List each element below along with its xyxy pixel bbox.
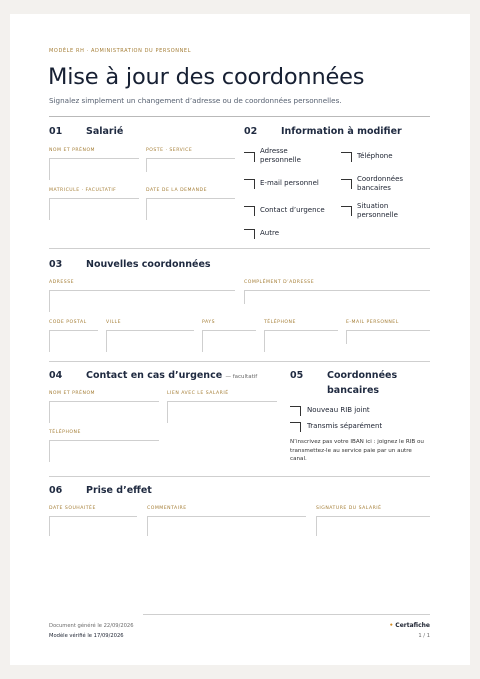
request-date-label: DATE DE LA DEMANDE <box>146 188 207 193</box>
phone-checkbox[interactable] <box>341 152 352 162</box>
relationship-field[interactable] <box>167 401 277 423</box>
other-checkbox[interactable] <box>244 229 255 239</box>
desired-date-field[interactable] <box>49 516 137 536</box>
comment-label: COMMENTAIRE <box>147 506 187 511</box>
footer-divider <box>143 614 430 615</box>
sent-separately-checkbox[interactable] <box>290 422 301 432</box>
optional-note: — facultatif <box>225 374 258 380</box>
position-label: POSTE · SERVICE <box>146 148 193 153</box>
section-3-number: 03 <box>49 259 63 270</box>
phone-field[interactable] <box>264 330 338 352</box>
emergency-name-field[interactable] <box>49 401 159 423</box>
address-option-label: Adresse personnelle <box>260 147 301 164</box>
personal-situation-checkbox[interactable] <box>341 206 352 216</box>
personal-email-field[interactable] <box>346 330 430 344</box>
position-field[interactable] <box>146 158 235 172</box>
country-field[interactable] <box>202 330 256 352</box>
section-1-number: 01 <box>49 126 63 137</box>
section-5-number: 05 <box>290 370 304 381</box>
country-label: PAYS <box>202 320 215 325</box>
section-1-title: Salarié <box>86 126 124 137</box>
desired-date-label: DATE SOUHAITÉE <box>49 506 96 511</box>
emergency-phone-label: TÉLÉPHONE <box>49 430 81 435</box>
section-2-number: 02 <box>244 126 258 137</box>
emergency-contact-option-label: Contact d’urgence <box>260 206 325 214</box>
section-5-title-line-2: bancaires <box>327 385 380 396</box>
section-2-title: Information à modifier <box>281 126 402 137</box>
page-title: Mise à jour des coordonnées <box>48 64 365 90</box>
document-sheet <box>10 14 470 665</box>
request-date-field[interactable] <box>146 198 235 220</box>
name-label: NOM ET PRÉNOM <box>49 148 96 153</box>
phone-label: TÉLÉPHONE <box>264 320 296 325</box>
employee-id-field[interactable] <box>49 198 139 220</box>
signature-label: SIGNATURE DU SALARIÉ <box>316 506 382 511</box>
address-complement-label: COMPLÉMENT D’ADRESSE <box>244 280 315 285</box>
employee-id-label: MATRICULE · FACULTATIF <box>49 188 117 193</box>
iban-notice: N’inscrivez pas votre IBAN ici : joignez le RIB ou transmettez-le au service paie par un autre canal. <box>290 439 424 462</box>
section-6-number: 06 <box>49 485 63 496</box>
section-4-number: 04 <box>49 370 63 381</box>
verified-date: Modèle vérifié le 17/09/2026 <box>49 633 124 639</box>
comment-field[interactable] <box>147 516 306 536</box>
section-5-title-line-1: Coordonnées <box>327 370 398 381</box>
address-complement-field[interactable] <box>244 290 430 304</box>
relationship-label: LIEN AVEC LE SALARIÉ <box>167 391 229 396</box>
address-label: ADRESSE <box>49 280 75 285</box>
section-3-title: Nouvelles coordonnées <box>86 259 211 270</box>
postal-code-field[interactable] <box>49 330 98 352</box>
signature-field[interactable] <box>316 516 430 536</box>
emergency-name-label: NOM ET PRÉNOM <box>49 391 96 396</box>
header-divider <box>49 116 430 117</box>
section-divider <box>49 361 430 362</box>
page-number: 1 / 1 <box>418 633 430 639</box>
section-4-title-text: Contact en cas d’urgence <box>86 370 223 381</box>
rib-attached-checkbox[interactable] <box>290 406 301 416</box>
section-divider <box>49 248 430 249</box>
rib-attached-label: Nouveau RIB joint <box>307 406 370 414</box>
postal-code-label: CODE POSTAL <box>49 320 87 325</box>
phone-option-label: Téléphone <box>357 152 393 160</box>
city-field[interactable] <box>106 330 194 352</box>
personal-email-label: E-MAIL PERSONNEL <box>346 320 399 325</box>
brand-logo: • Certafiche <box>389 622 430 629</box>
emergency-phone-field[interactable] <box>49 440 159 462</box>
address-field[interactable] <box>49 290 235 312</box>
other-option-label: Autre <box>260 229 280 237</box>
name-field[interactable] <box>49 158 139 180</box>
address-checkbox[interactable] <box>244 152 255 162</box>
email-option-label: E-mail personnel <box>260 179 319 187</box>
email-checkbox[interactable] <box>244 179 255 189</box>
city-label: VILLE <box>106 320 122 325</box>
section-4-title <box>86 370 257 381</box>
emergency-contact-checkbox[interactable] <box>244 206 255 216</box>
section-6-title: Prise d’effet <box>86 485 152 496</box>
page-subtitle: Signalez simplement un changement d’adresse ou de coordonnées personnelles. <box>49 96 342 105</box>
document-eyebrow: MODÈLE RH · ADMINISTRATION DU PERSONNEL <box>49 48 192 54</box>
personal-situation-option-label: Situation personnelle <box>357 202 398 219</box>
bank-details-option-label: Coordonnées bancaires <box>357 175 404 192</box>
section-divider <box>49 476 430 477</box>
brand-name: Certafiche <box>395 622 430 629</box>
bank-details-checkbox[interactable] <box>341 179 352 189</box>
sent-separately-label: Transmis séparément <box>307 422 383 430</box>
generated-date: Document généré le 22/09/2026 <box>49 623 134 629</box>
